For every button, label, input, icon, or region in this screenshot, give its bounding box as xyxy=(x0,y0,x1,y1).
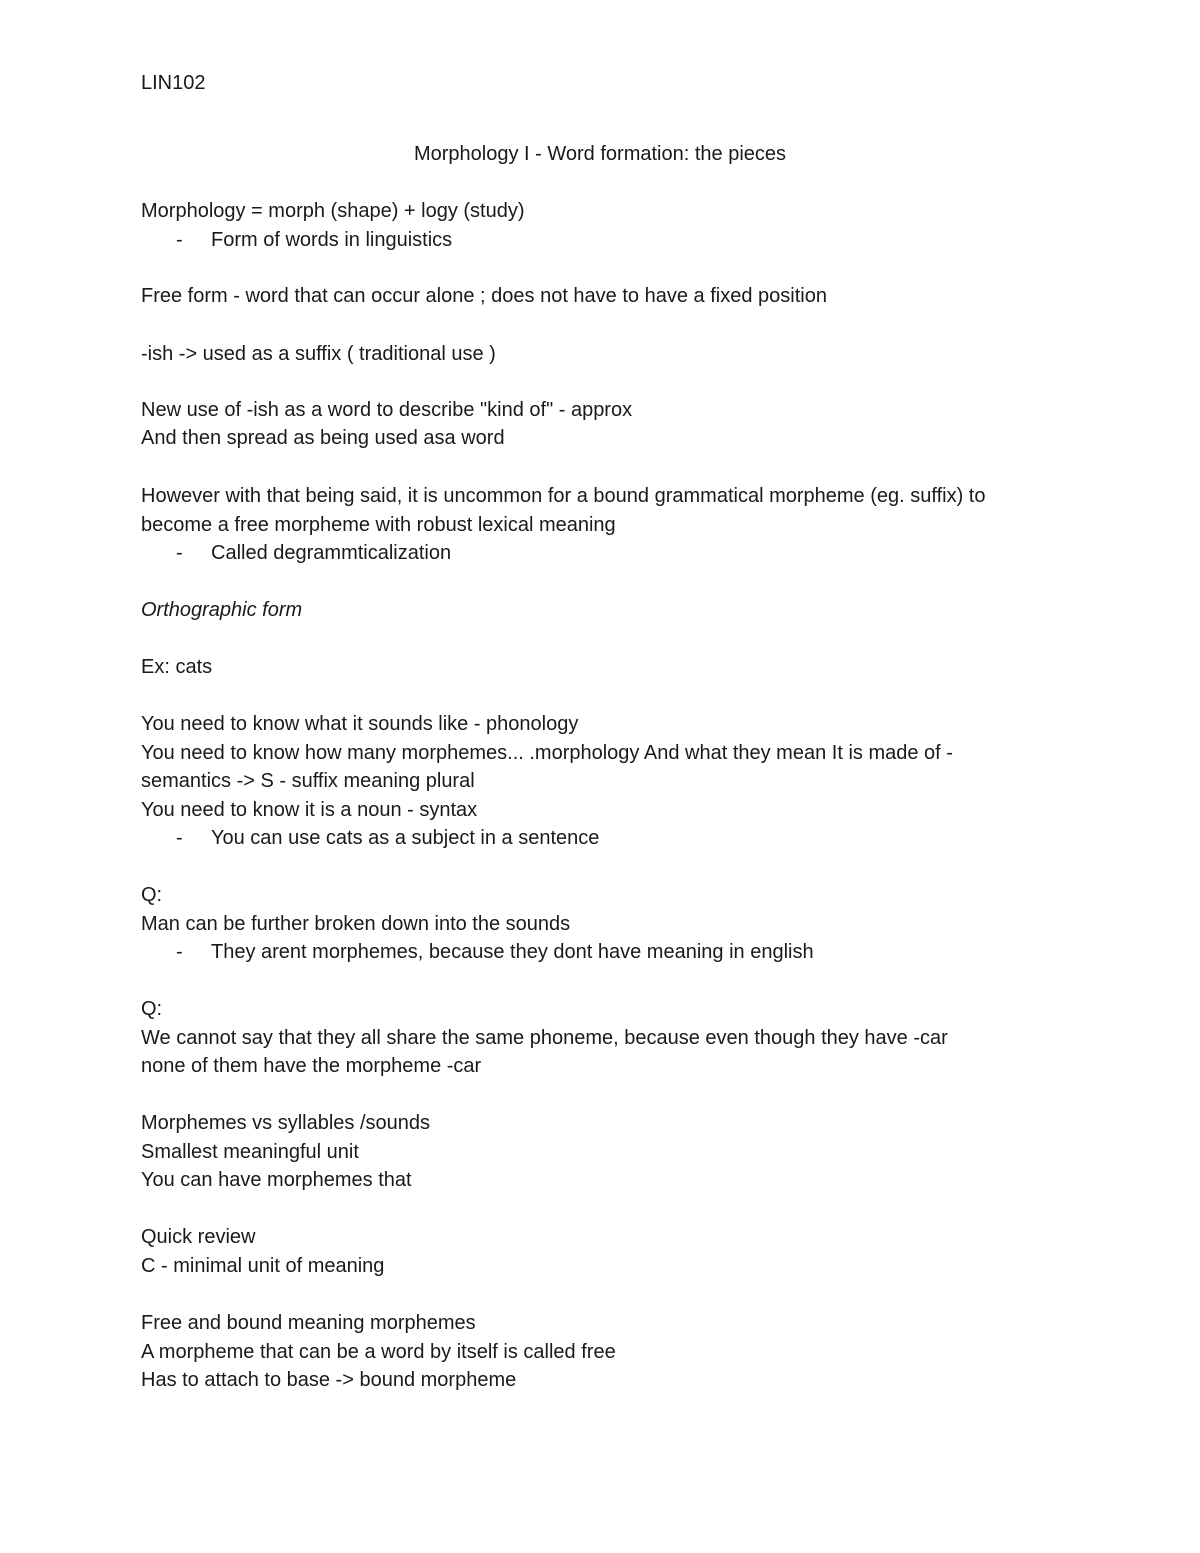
paragraph-line: C - minimal unit of meaning xyxy=(141,1255,385,1277)
question-label: Q: xyxy=(141,884,163,906)
bullet-text: They arent morphemes, because they dont have meaning in english xyxy=(211,941,814,963)
paragraph-line: Free and bound meaning morphemes xyxy=(141,1312,476,1334)
paragraph-line: Morphemes vs syllables /sounds xyxy=(141,1112,431,1134)
paragraph-line: A morpheme that can be a word by itself is called free xyxy=(141,1341,616,1363)
paragraph-line: Smallest meaningful unit xyxy=(141,1141,359,1163)
definition-line: Morphology = morph (shape) + logy (study) xyxy=(141,200,525,222)
paragraph-line: We cannot say that they all share the same phoneme, because even though they have -car xyxy=(141,1027,948,1049)
paragraph-line: none of them have the morpheme -car xyxy=(141,1055,482,1077)
page-title: Morphology I - Word formation: the pieces xyxy=(413,143,787,165)
bullet-text: Called degrammticalization xyxy=(211,542,452,564)
paragraph-line: Man can be further broken down into the sounds xyxy=(141,913,571,935)
example-line: Ex: cats xyxy=(141,656,213,678)
paragraph-line: However with that being said, it is uncommon for a bound grammatical morpheme (eg. suffix) to xyxy=(141,485,986,507)
course-code: LIN102 xyxy=(141,72,206,94)
paragraph-line: Free form - word that can occur alone ; does not have to have a fixed position xyxy=(141,285,827,307)
bullet-marker: - xyxy=(176,542,183,564)
paragraph-line: Has to attach to base -> bound morpheme xyxy=(141,1369,517,1391)
bullet-text: Form of words in linguistics xyxy=(211,229,453,251)
bullet-text: You can use cats as a subject in a sentence xyxy=(211,827,600,849)
bullet-marker: - xyxy=(176,941,183,963)
paragraph-line: become a free morpheme with robust lexical meaning xyxy=(141,514,616,536)
paragraph-line: And then spread as being used asa word xyxy=(141,427,505,449)
paragraph-line: New use of -ish as a word to describe "kind of" - approx xyxy=(141,399,633,421)
paragraph-line: Quick review xyxy=(141,1226,256,1248)
paragraph-line: You need to know what it sounds like - phonology xyxy=(141,713,579,735)
paragraph-line: You need to know how many morphemes... .morphology And what they mean It is made of - xyxy=(141,742,953,764)
bullet-marker: - xyxy=(176,229,183,251)
paragraph-line: You need to know it is a noun - syntax xyxy=(141,799,478,821)
section-heading: Orthographic form xyxy=(141,599,303,621)
paragraph-line: semantics -> S - suffix meaning plural xyxy=(141,770,475,792)
question-label: Q: xyxy=(141,998,163,1020)
paragraph-line: -ish -> used as a suffix ( traditional use ) xyxy=(141,343,496,365)
bullet-marker: - xyxy=(176,827,183,849)
paragraph-line: You can have morphemes that xyxy=(141,1169,412,1191)
